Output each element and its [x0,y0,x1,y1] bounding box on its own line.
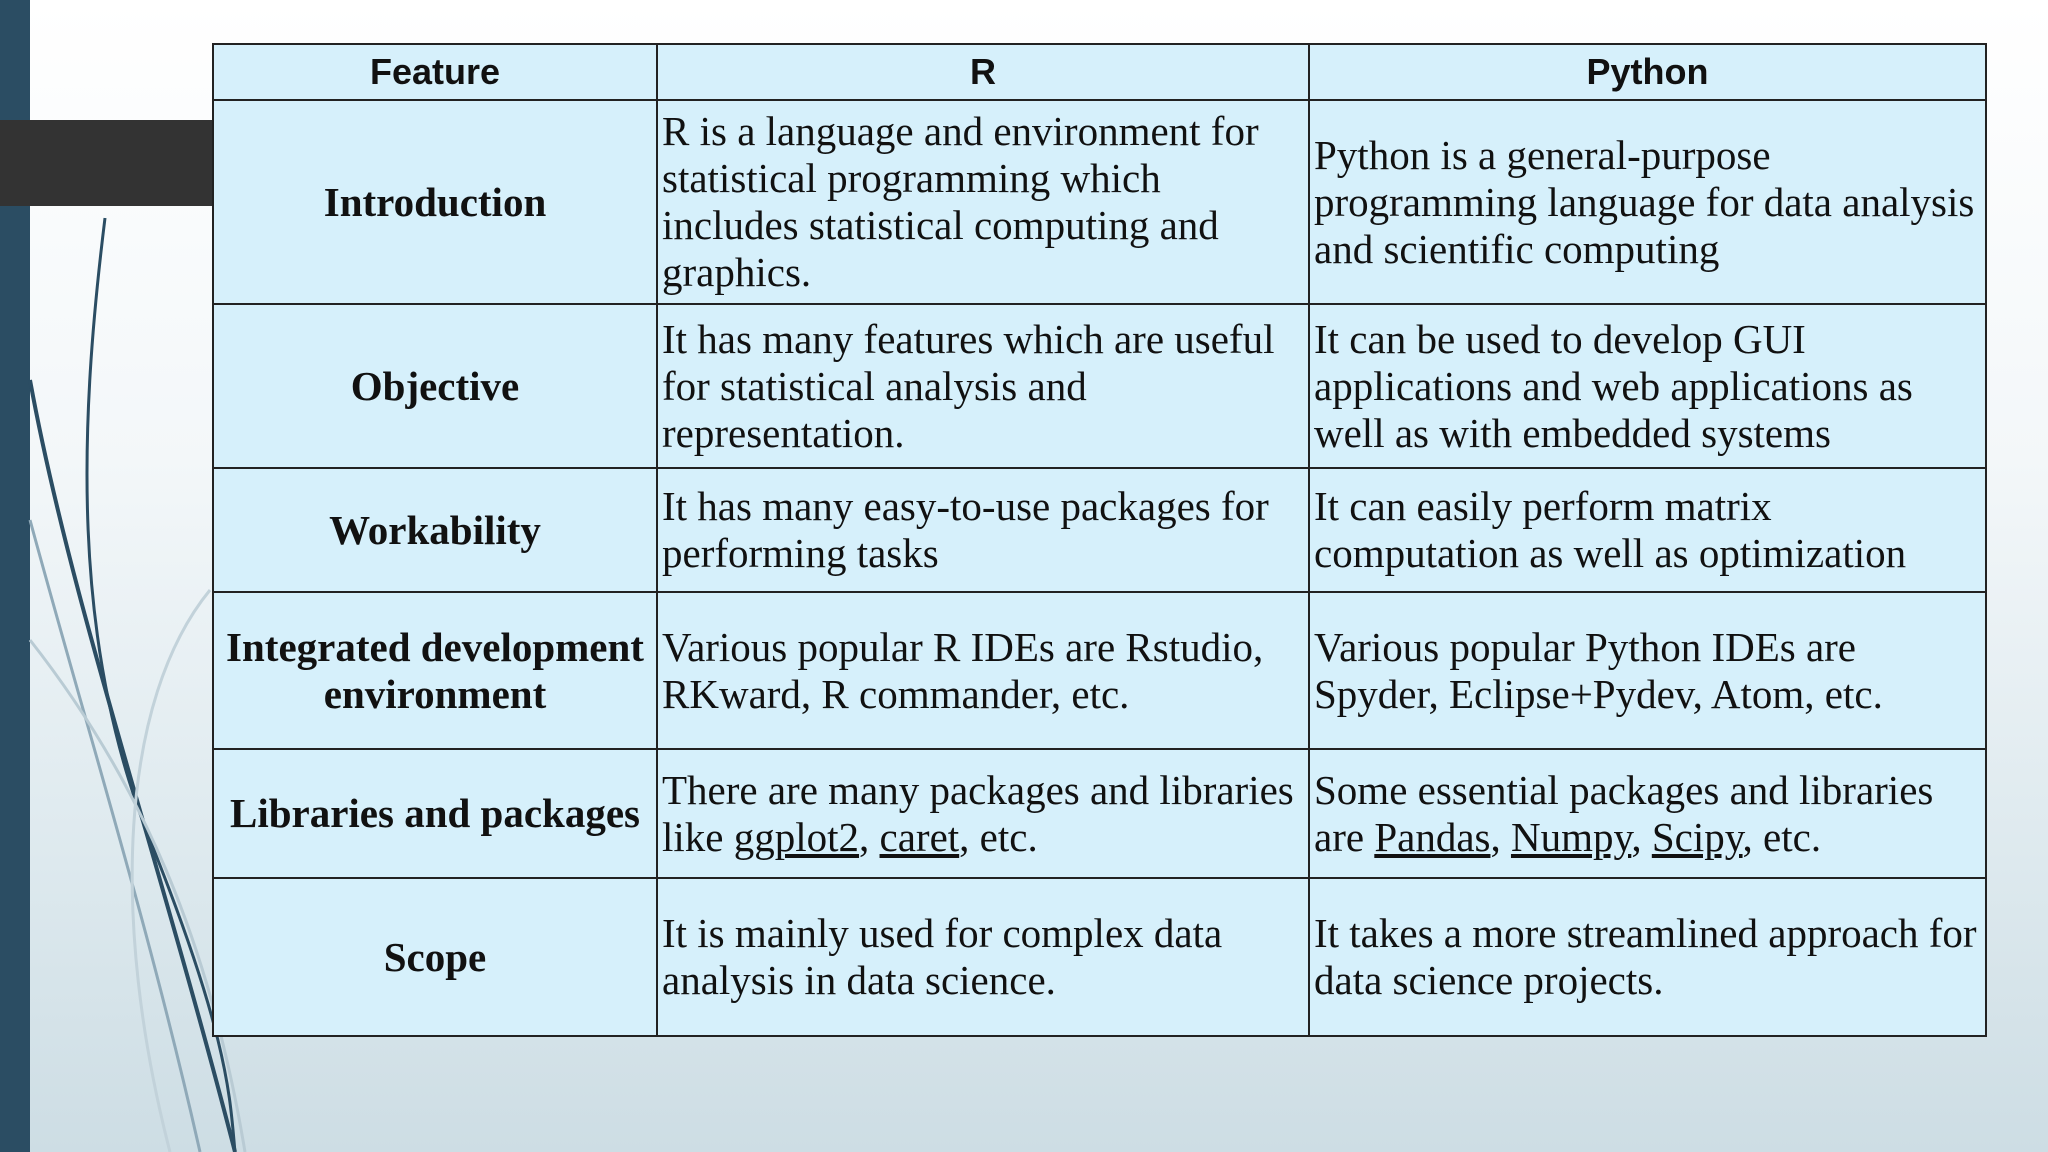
r-cell: It has many features which are useful for statistical analysis and representation. [657,304,1309,468]
table-row [213,749,1986,878]
r-cell: R is a language and environment for statistical programming which includes statistical computing and graphics. [657,100,1309,304]
feature-cell: Objective [213,304,657,468]
scipy-link[interactable]: Scipy [1651,813,1743,860]
python-cell [1309,749,1986,878]
separator: , [859,813,880,860]
python-cell: Python is a general-purpose programming language for data analysis and scientific computing [1309,100,1986,304]
table-row [213,100,1986,304]
feature-cell: Introduction [213,100,657,304]
numpy-link[interactable]: Numpy [1510,813,1632,860]
feature-cell: Scope [213,878,657,1036]
header-feature: Feature [213,44,657,100]
caret-link[interactable]: caret [879,813,960,860]
python-cell: It can be used to develop GUI applications and web applications as well as with embedded systems [1309,304,1986,468]
header-row [213,44,1986,100]
r-libs-text: There are many packages and libraries like [662,766,1294,860]
r-cell: It is mainly used for complex data analysis in data science. [657,878,1309,1036]
python-libs-tail: , etc. [1742,813,1822,860]
comparison-table [212,43,1987,1037]
feature-cell: Libraries and packages [213,749,657,878]
python-cell: It takes a more streamlined approach for data science projects. [1309,878,1986,1036]
pandas-link[interactable]: Pandas [1374,813,1491,860]
header-r: R [657,44,1309,100]
r-libs-tail: , etc. [959,813,1038,860]
table-row [213,878,1986,1036]
header-python: Python [1309,44,1986,100]
python-libs-text: Some essential packages and libraries are [1314,766,1934,860]
r-cell: It has many easy-to-use packages for performing tasks [657,468,1309,592]
table-row [213,304,1986,468]
python-cell: It can easily perform matrix computation as well as optimization [1309,468,1986,592]
python-cell: Various popular Python IDEs are Spyder, Eclipse+Pydev, Atom, etc. [1309,592,1986,749]
title-tab-block [0,120,214,206]
feature-cell: Integrated development environment [213,592,657,749]
r-cell [657,749,1309,878]
feature-cell: Workability [213,468,657,592]
separator: , [1490,813,1511,860]
separator: , [1631,813,1652,860]
table-row [213,592,1986,749]
r-cell: Various popular R IDEs are Rstudio, RKward, R commander, etc. [657,592,1309,749]
table-row [213,468,1986,592]
ggplot2-link[interactable]: ggplot2 [733,813,860,860]
